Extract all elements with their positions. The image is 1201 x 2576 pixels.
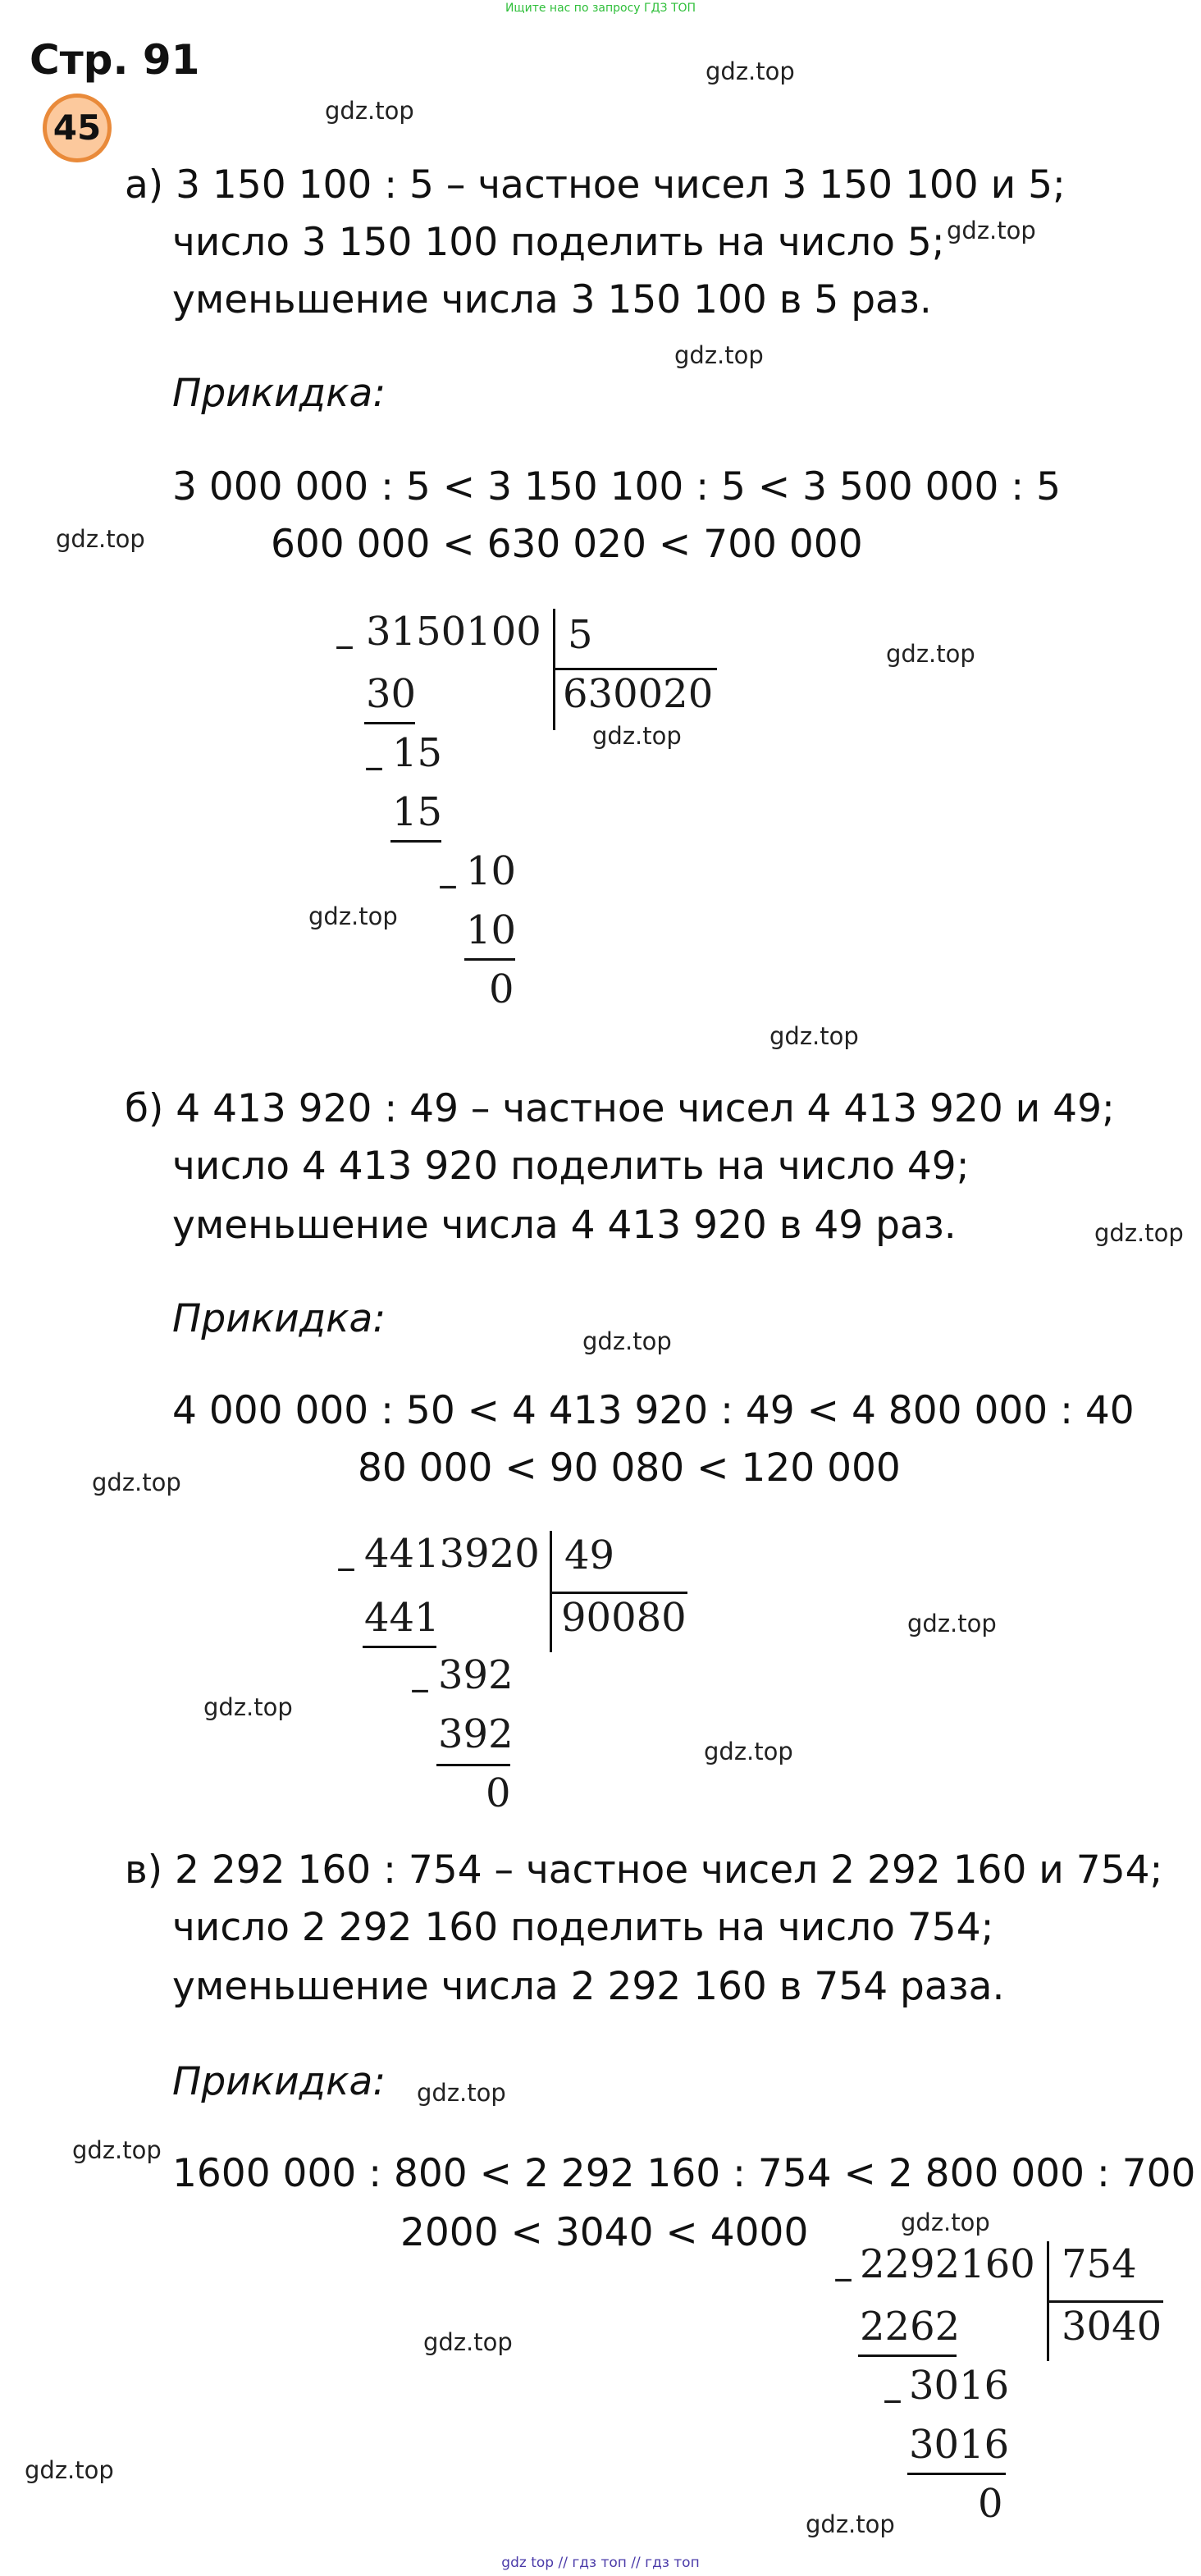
division-horizontal-rule [1047, 2300, 1163, 2303]
part-b-line-1: б) 4 413 920 : 49 – частное чисел 4 413 920 и 49; [125, 1086, 1115, 1131]
subtrahend-1: 2262 [860, 2304, 961, 2350]
watermark: gdz.top [592, 722, 682, 750]
remainder: 0 [978, 2481, 1003, 2527]
quotient: 3040 [1062, 2304, 1162, 2350]
division-horizontal-rule [550, 1592, 687, 1594]
subtrahend-1: 30 [366, 671, 417, 717]
subtraction-line [907, 2473, 1006, 2475]
part-v-line-1: в) 2 292 160 : 754 – частное чисел 2 292 160 и 754; [125, 1848, 1163, 1893]
subtraction-line [858, 2354, 957, 2357]
watermark: gdz.top [92, 1468, 181, 1496]
part-v-estimate-1: 1600 000 : 800 < 2 292 160 : 754 < 2 800 000 : 700 [172, 2151, 1196, 2196]
watermark: gdz.top [706, 57, 795, 85]
division-horizontal-rule [553, 668, 717, 670]
subtrahend-3: 10 [466, 907, 517, 953]
watermark: gdz.top [25, 2456, 114, 2484]
remainder: 0 [486, 1770, 511, 1816]
subtrahend-2: 15 [392, 789, 443, 835]
watermark: gdz.top [56, 525, 145, 553]
minus-sign: – [364, 743, 384, 789]
dividend: 2292160 [860, 2241, 1035, 2287]
subtraction-line [363, 1646, 436, 1648]
subtrahend-2: 3016 [909, 2422, 1010, 2468]
part-a-line-1: а) 3 150 100 : 5 – частное чисел 3 150 100 и 5; [125, 162, 1066, 208]
part-v-line-2: число 2 292 160 поделить на число 754; [172, 1905, 994, 1950]
minus-sign: – [438, 861, 458, 907]
watermark: gdz.top [704, 1738, 793, 1765]
minus-sign: – [883, 2376, 902, 2422]
subtraction-line [390, 840, 441, 843]
watermark: gdz.top [308, 902, 398, 930]
watermark: gdz.top [901, 2208, 990, 2236]
dividend: 4413920 [364, 1531, 540, 1577]
divisor: 5 [568, 612, 593, 658]
subtraction-line [364, 722, 415, 724]
watermark: gdz.top [769, 1022, 859, 1050]
top-banner[interactable]: Ищите нас по запросу ГДЗ ТОП [505, 2, 696, 15]
watermark: gdz.top [674, 341, 764, 369]
quotient: 90080 [561, 1595, 687, 1641]
footer-links[interactable]: gdz top // гдз топ // гдз топ [501, 2555, 700, 2571]
partial-remainder-1: 392 [438, 1652, 514, 1698]
partial-remainder-2: 10 [466, 848, 517, 894]
part-b-line-3: уменьшение числа 4 413 920 в 49 раз. [172, 1203, 957, 1248]
subtrahend-1: 441 [364, 1595, 440, 1641]
part-v-line-3: уменьшение числа 2 292 160 в 754 раза. [172, 1964, 1005, 2009]
part-v-estimate-label: Прикидка: [172, 2059, 386, 2104]
divisor: 49 [564, 1532, 615, 1578]
watermark: gdz.top [806, 2510, 895, 2538]
subtraction-line [436, 1764, 510, 1766]
partial-remainder-1: 15 [392, 730, 443, 776]
minus-sign: – [335, 622, 354, 668]
part-b-line-2: число 4 413 920 поделить на число 49; [172, 1144, 970, 1189]
watermark: gdz.top [947, 217, 1036, 244]
part-a-estimate-1: 3 000 000 : 5 < 3 150 100 : 5 < 3 500 000 : 5 [172, 464, 1061, 509]
watermark: gdz.top [72, 2136, 162, 2164]
subtraction-line [464, 958, 515, 961]
part-b-estimate-label: Прикидка: [172, 1296, 386, 1341]
part-a-estimate-2: 600 000 < 630 020 < 700 000 [271, 522, 863, 567]
watermark: gdz.top [203, 1693, 293, 1721]
part-a-line-2: число 3 150 100 поделить на число 5; [172, 220, 945, 265]
watermark: gdz.top [582, 1327, 672, 1355]
part-a-estimate-label: Прикидка: [172, 371, 386, 416]
minus-sign: – [336, 1544, 356, 1590]
watermark: gdz.top [417, 2079, 506, 2107]
divisor: 754 [1062, 2241, 1137, 2287]
subtrahend-2: 392 [438, 1711, 514, 1757]
task-number-badge: 45 [43, 94, 112, 162]
watermark: gdz.top [1094, 1219, 1184, 1247]
part-b-estimate-1: 4 000 000 : 50 < 4 413 920 : 49 < 4 800 000 : 40 [172, 1388, 1135, 1433]
part-v-estimate-2: 2000 < 3040 < 4000 [400, 2210, 809, 2255]
minus-sign: – [833, 2254, 853, 2300]
dividend: 3150100 [366, 609, 541, 655]
part-a-line-3: уменьшение числа 3 150 100 в 5 раз. [172, 277, 932, 322]
minus-sign: – [410, 1665, 430, 1711]
remainder: 0 [489, 966, 514, 1012]
watermark: gdz.top [886, 640, 975, 668]
watermark: gdz.top [325, 97, 414, 125]
page-title: Стр. 91 [30, 36, 200, 84]
quotient: 630020 [563, 671, 714, 717]
part-b-estimate-2: 80 000 < 90 080 < 120 000 [358, 1446, 901, 1491]
watermark: gdz.top [423, 2328, 513, 2356]
partial-remainder-1: 3016 [909, 2363, 1010, 2409]
watermark: gdz.top [907, 1610, 997, 1637]
